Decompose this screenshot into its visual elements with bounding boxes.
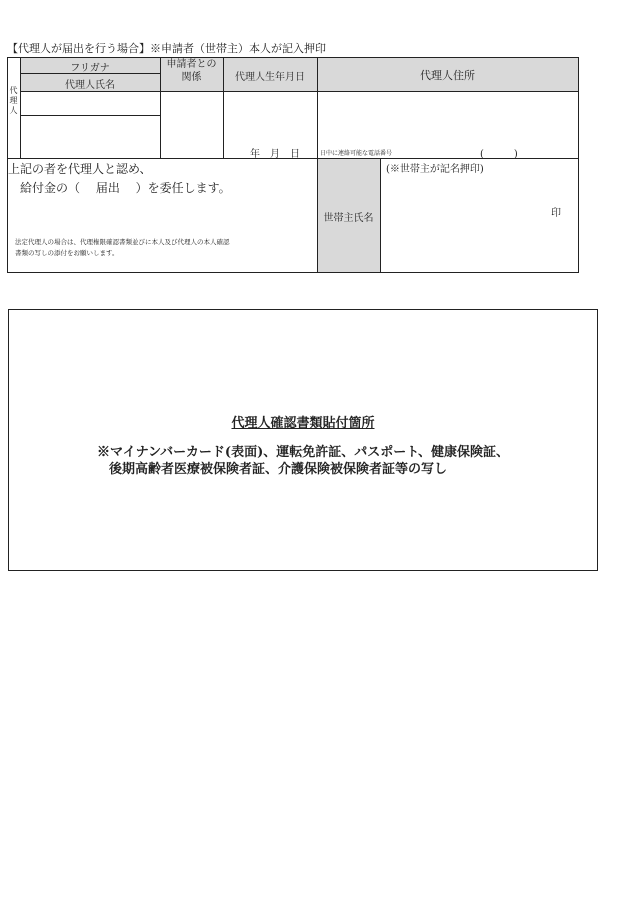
sign-note: (※世帯主が記名押印) [386,164,484,175]
agent-name-field[interactable] [21,116,160,158]
phone-label: 日中に連絡可能な電話番号 [320,150,393,157]
agent-side-label: 代 理 人 [9,86,18,115]
id-box-title: 代理人確認書類貼付箇所 [231,416,375,431]
dob-label: 代理人生年月日 [235,72,305,83]
id-box-line-2: 後期高齢者医療被保険者証、介護保険被保険者証等の写し [109,462,448,477]
address-field[interactable] [318,92,578,144]
section-title: 【代理人が届出を行う場合】※申請者（世帯主）本人が記入押印 [7,42,326,55]
furigana-label: フリガナ [70,63,110,74]
furigana-field[interactable] [21,92,160,115]
id-paste-box [8,309,598,571]
delegation-line-2: 給付金の（ 届出 ）を委任します。 [20,181,231,195]
relation-field[interactable] [161,92,223,158]
address-label: 代理人住所 [420,69,475,82]
legal-agent-note: 法定代理人の場合は、代理権限確認書類並びに本人及び代理人の本人確認 書類の写しの添付をお願いします。 [15,238,230,257]
id-box-line-1: ※マイナンバーカード(表面)、運転免許証、パスポート、健康保険証、 [97,445,510,460]
dob-units: 年 月 日 [250,149,300,160]
delegation-line-1: 上記の者を代理人と認め、 [8,162,152,176]
relation-label: 申請者との 関係 [166,59,217,83]
head-signature-field[interactable] [381,175,578,272]
agent-name-label: 代理人氏名 [65,80,115,91]
head-name-label: 世帯主氏名 [323,213,374,224]
phone-field[interactable]: ( ) [480,149,518,160]
seal-mark: 印 [551,208,561,219]
